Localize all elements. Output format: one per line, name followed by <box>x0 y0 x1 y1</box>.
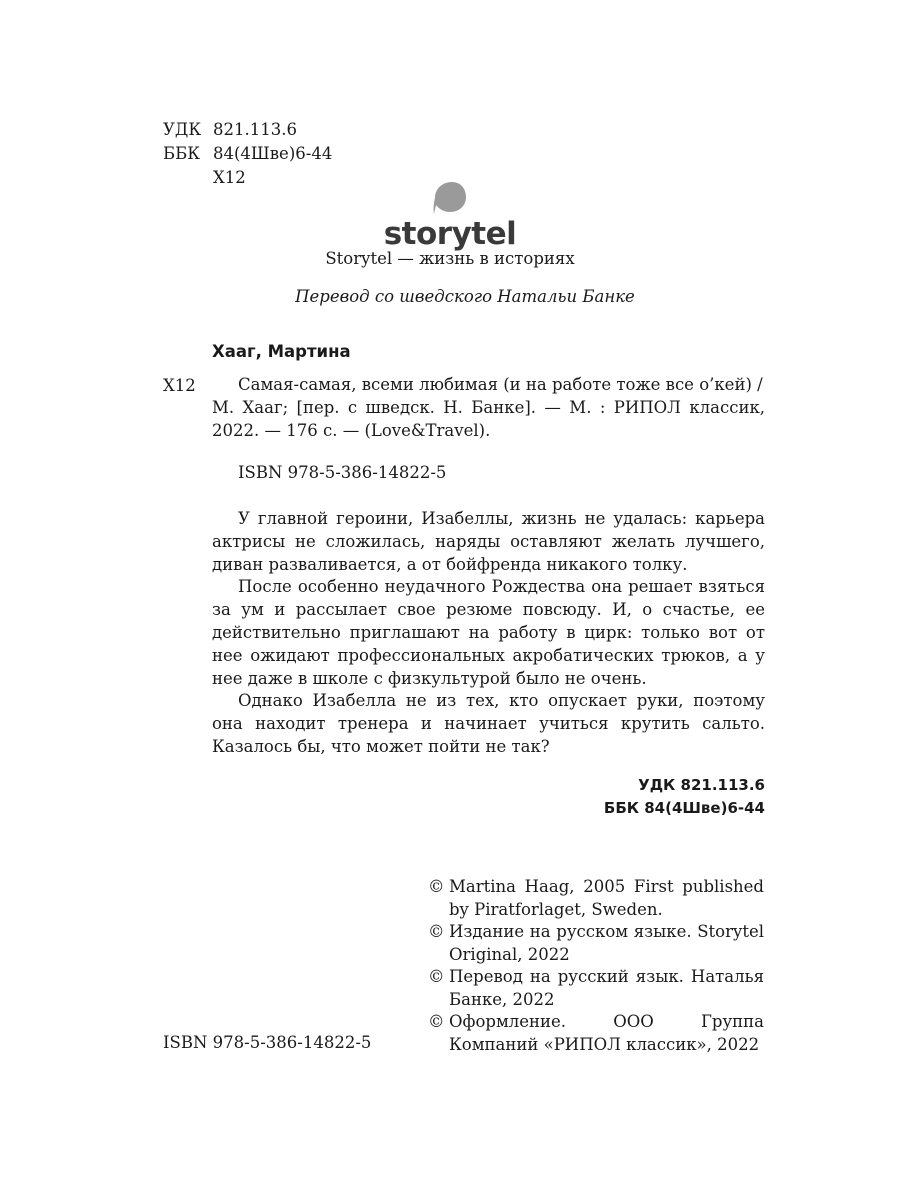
entry-isbn: ISBN 978-5-386-14822-5 <box>238 463 447 482</box>
copyright-text: Издание на русском языке. Storytel Original, 2022 <box>449 922 764 964</box>
copyright-symbol: © <box>428 967 445 986</box>
copyright-item <box>428 876 764 921</box>
author-heading: Хааг, Мартина <box>212 342 351 361</box>
bibliographic-record <box>212 373 765 442</box>
copyright-text: Martina Haag, 2005 First published by Piratforlaget, Sweden. <box>449 877 764 919</box>
bbk-value: 84(4Шве)6-44 <box>213 144 333 163</box>
right-bbk: ББК 84(4Шве)6-44 <box>603 799 765 817</box>
udk-value: 821.113.6 <box>213 120 297 139</box>
annotation-paragraph: У главной героини, Изабеллы, жизнь не удалась: карьера актрисы не сложилась, наряды оставляют желать лучшего, диван разваливается, а от бойфренда никакого толку. <box>212 509 765 574</box>
copyright-block <box>428 876 764 1056</box>
classification-codes <box>163 118 332 190</box>
bbk-label: ББК <box>163 144 201 163</box>
right-udk: УДК 821.113.6 <box>638 776 765 794</box>
annotation-paragraph: Однако Изабелла не из тех, кто опускает руки, поэтому она находит тренера и начинает учиться крутить сальто. Казалось бы, что может пойти не так? <box>212 691 765 756</box>
copyright-text: Перевод на русский язык. Наталья Банке, 2022 <box>449 967 764 1009</box>
copyright-symbol: © <box>428 1012 445 1031</box>
udk-label: УДК <box>163 120 202 139</box>
annotation-paragraph: После особенно неудачного Рождества она решает взяться за ум и рассылает свое резюме повсюду. И, о счастье, ее действительно приглашают на работу в цирк: только вот от нее ожидают профессиональных акробатических трюков, а у нее даже в школе с физкультурой было не очень. <box>212 577 765 688</box>
bibliographic-details: М. Хааг; [пер. с шведск. Н. Банке]. — М. : РИПОЛ классик, 2022. — 176 с. — (Love&Travel). <box>212 398 765 440</box>
bottom-isbn: ISBN 978-5-386-14822-5 <box>163 1033 372 1052</box>
copyright-text: Оформление. ООО Группа Компаний «РИПОЛ классик», 2022 <box>449 1012 764 1054</box>
translator-credit: Перевод со шведского Натальи Банке <box>295 287 635 306</box>
copyright-symbol: © <box>428 922 445 941</box>
tagline: Storytel — жизнь в историях <box>325 249 575 268</box>
copyright-symbol: © <box>428 877 445 896</box>
speech-bubble-icon <box>432 180 468 216</box>
logo-wordmark: storytel <box>383 216 517 252</box>
annotation <box>212 508 765 759</box>
copyright-item <box>428 966 764 1011</box>
entry-author-mark: Х12 <box>163 376 196 395</box>
author-mark: Х12 <box>213 168 246 187</box>
right-classification-codes <box>604 774 765 820</box>
bibliographic-title-line: Самая-самая, всеми любимая (и на работе тоже все о’кей) / <box>238 375 763 394</box>
copyright-item <box>428 1011 764 1056</box>
storytel-logo <box>330 180 570 254</box>
copyright-item <box>428 921 764 966</box>
